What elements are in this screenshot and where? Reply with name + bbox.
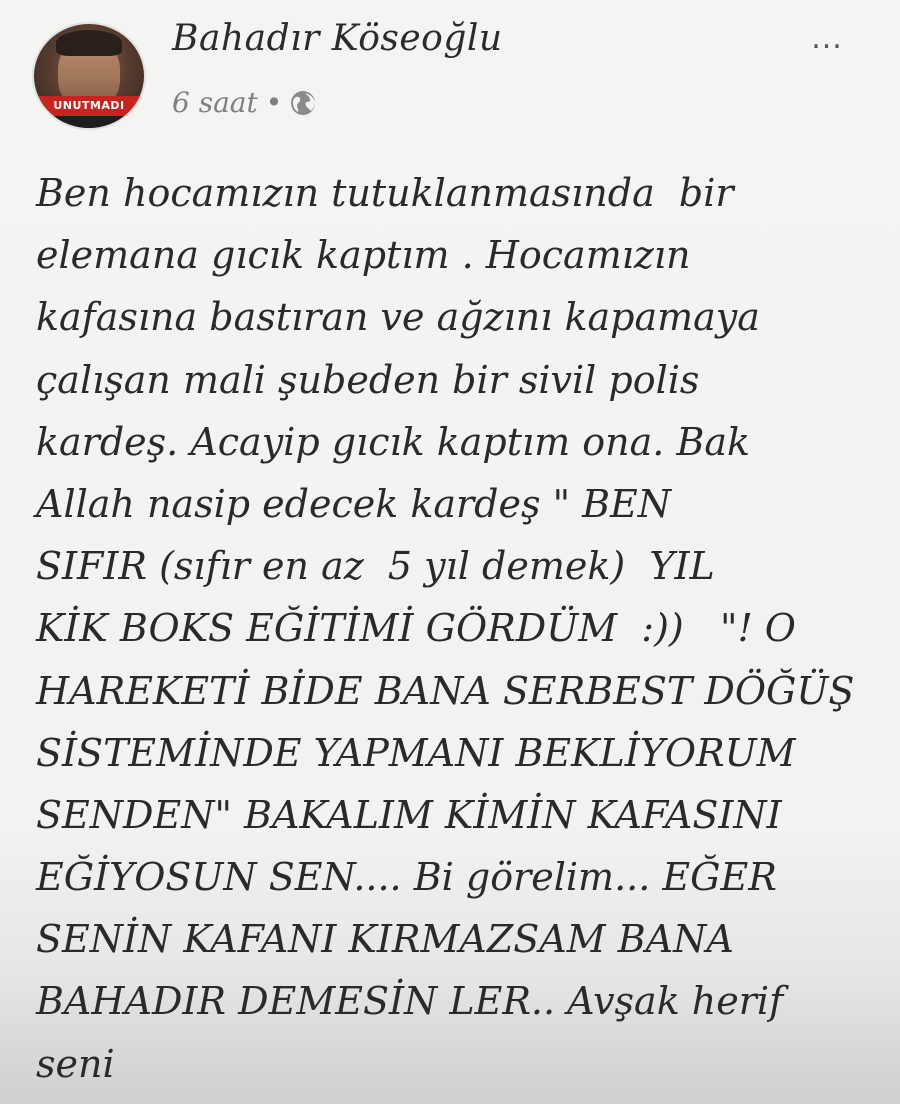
avatar-banner-strip [34,116,144,128]
post-text-line: Allah nasip edecek kardeş " BEN [36,481,672,526]
post-text-line: HAREKETİ BİDE BANA SERBEST DÖĞÜŞ [36,668,855,713]
author-avatar[interactable] [34,24,144,128]
post-text-line: SİSTEMİNDE YAPMANI BEKLİYORUM [36,730,796,775]
meta-separator: • [265,86,283,119]
post-text-line: SENDEN" BAKALIM KİMİN KAFASINI [36,792,782,837]
post-text-line: kardeş. Acayip gıcık kaptım ona. Bak [36,419,751,464]
post-text-line: EĞİYOSUN SEN.... Bi görelim... EĞER [36,855,777,900]
post-text [36,162,886,1095]
post-text-line: seni [36,1041,115,1086]
post-text-line: SIFIR (sıfır en az 5 yıl demek) YIL [36,544,715,589]
more-options-icon[interactable]: ... [811,21,843,56]
post-meta [172,86,318,119]
post-text-line: KİK BOKS EĞİTİMİ GÖRDÜM :)) "! O [36,606,796,651]
post-text-line: elemana gıcık kaptım . Hocamızın [36,233,691,278]
post-timestamp[interactable]: 6 saat [172,86,258,119]
avatar-hair [56,30,122,56]
author-name[interactable]: Bahadır Köseoğlu [172,18,503,59]
globe-icon[interactable] [288,88,318,118]
post-text-line: çalışan mali şubeden bir sivil polis [36,357,700,402]
post-text-line: kafasına bastıran ve ağzını kapamaya [36,295,760,340]
post-text-line: SENİN KAFANI KIRMAZSAM BANA [36,917,734,962]
avatar-banner: UNUTMADI [34,96,144,116]
post-text-line: BAHADIR DEMESİN LER.. Avşak herif [36,979,784,1024]
post-text-line: Ben hocamızın tutuklanmasında bir [36,171,734,215]
